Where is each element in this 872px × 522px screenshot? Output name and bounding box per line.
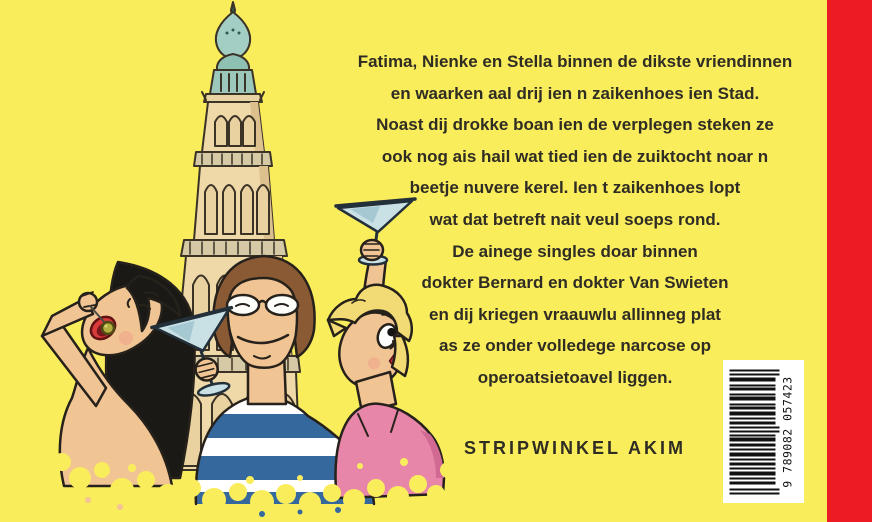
- spine-stripe: [827, 0, 872, 522]
- blurb-line: operoatsietoavel liggen.: [477, 367, 673, 387]
- barcode-bars: [729, 367, 779, 497]
- blurb-line: wat dat betreft nait veul soeps rond.: [429, 209, 721, 229]
- blurb-line: dokter Bernard en dokter Van Swieten: [421, 273, 729, 293]
- olive: [102, 322, 114, 334]
- barcode: [723, 360, 804, 503]
- blurb-line: as ze onder volledege narcose op: [438, 336, 712, 356]
- blurb-line: De ainege singles doar binnen: [452, 241, 698, 261]
- isbn-number: 9 789082 057423: [780, 375, 794, 488]
- blurb: [340, 46, 810, 394]
- tower-mini-dome: [217, 54, 249, 70]
- tower-onion-dome: [216, 12, 250, 58]
- blurb-line: beetje nuvere kerel. Ien t zaikenhoes lopt: [409, 178, 741, 198]
- publisher-name: STRIPWINKEL AKIM: [464, 438, 686, 458]
- blurb-line: Fatima, Nienke en Stella binnen de dikste vriendinnen: [357, 52, 793, 71]
- blurb-line: ook nog ais hail wat tied ien de zuiktocht noar n: [381, 146, 769, 166]
- tower-lantern: [210, 70, 256, 94]
- blurb-line: en waarken aal drij ien n zaikenhoes ien Stad.: [390, 83, 760, 103]
- woman-dark-hair: [42, 262, 195, 486]
- blurb-line: Noast dij drokke boan ien de verplegen steken ze: [376, 115, 774, 135]
- barcode-rotated-content: [723, 360, 804, 503]
- blurb-line: en dij kriegen vraauwlu allinneg plat: [429, 304, 721, 324]
